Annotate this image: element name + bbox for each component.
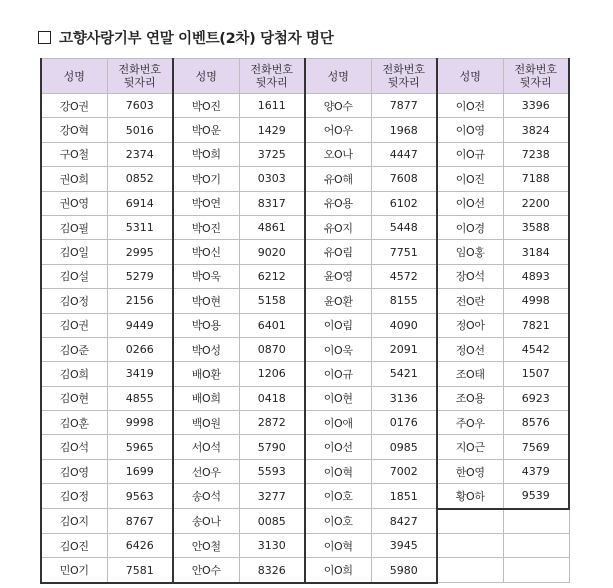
winner-phone: 8317 [239,191,305,215]
empty-cell [437,534,503,558]
winner-phone: 9449 [107,313,173,337]
winner-name: 이O현 [305,386,371,410]
header-phone-line2: 뒷자리 [255,76,288,89]
winner-name: 박O성 [173,337,239,361]
winner-name: 이O선 [305,435,371,459]
winner-phone: 2156 [107,289,173,313]
winner-name: 김O정 [41,289,107,313]
winner-name: 유O림 [305,240,371,264]
winner-name: 이O희 [305,558,371,583]
empty-cell [503,509,569,534]
winner-phone: 3945 [371,534,437,558]
table-row [41,534,569,558]
winner-name: 이O애 [305,411,371,435]
winner-phone: 1699 [107,459,173,483]
winner-phone: 7002 [371,459,437,483]
winner-name: 권O희 [41,167,107,191]
winner-name: 서O석 [173,435,239,459]
winner-phone: 0176 [371,411,437,435]
winner-name: 이O규 [437,142,503,166]
winner-phone: 7603 [107,94,173,118]
winner-phone: 6212 [239,264,305,288]
winner-name: 배O희 [173,386,239,410]
winner-name: 박O연 [173,191,239,215]
winner-name: 이O전 [437,94,503,118]
winner-phone: 7188 [503,167,569,191]
header-phone [239,59,305,94]
winner-phone: 5016 [107,118,173,142]
winner-phone: 7751 [371,240,437,264]
winner-phone: 4893 [503,264,569,288]
winner-name: 김O지 [41,509,107,534]
winner-phone: 9539 [503,484,569,509]
table-row [41,264,569,288]
winner-name: 김O정 [41,484,107,509]
winner-name: 이O진 [437,167,503,191]
winner-phone: 8767 [107,509,173,534]
winner-name: 어O우 [305,118,371,142]
table-row [41,386,569,410]
winner-name: 윤O환 [305,289,371,313]
winner-phone: 1206 [239,362,305,386]
winner-phone: 4090 [371,313,437,337]
winner-name: 유O해 [305,167,371,191]
winner-name: 안O철 [173,534,239,558]
table-row [41,435,569,459]
winner-phone: 1429 [239,118,305,142]
winner-name: 김O훈 [41,411,107,435]
winner-name: 배O환 [173,362,239,386]
header-phone-line2: 뒷자리 [519,76,552,89]
winner-name: 김O준 [41,337,107,361]
empty-cell [437,558,503,583]
winner-name: 박O희 [173,142,239,166]
winner-phone: 0870 [239,337,305,361]
winner-name: 강O권 [41,94,107,118]
winner-name: 권O영 [41,191,107,215]
table-row [41,411,569,435]
winner-phone: 3725 [239,142,305,166]
winner-phone: 2091 [371,337,437,361]
winner-name: 선O우 [173,459,239,483]
winner-phone: 1968 [371,118,437,142]
table-row [41,191,569,215]
winner-name: 이O영 [437,118,503,142]
winner-phone: 0266 [107,337,173,361]
winner-name: 김O현 [41,386,107,410]
header-phone-line1: 전화번호 [514,63,557,76]
winner-phone: 7821 [503,313,569,337]
header-phone [503,59,569,94]
table-row [41,289,569,313]
winner-phone: 6102 [371,191,437,215]
winner-phone: 9998 [107,411,173,435]
winner-name: 이O규 [305,362,371,386]
winner-phone: 9020 [239,240,305,264]
winner-name: 박O신 [173,240,239,264]
winner-phone: 0852 [107,167,173,191]
table-row [41,118,569,142]
winner-phone: 4998 [503,289,569,313]
winner-name: 민O기 [41,558,107,583]
winner-name: 정O선 [437,337,503,361]
winner-phone: 5593 [239,459,305,483]
winner-phone: 5965 [107,435,173,459]
table-row [41,337,569,361]
winner-phone: 3184 [503,240,569,264]
winner-phone: 7877 [371,94,437,118]
checkbox-square-icon [38,31,51,44]
winner-phone: 5980 [371,558,437,583]
winner-name: 오O나 [305,142,371,166]
winner-name: 이O림 [305,313,371,337]
winner-name: 정O아 [437,313,503,337]
page-title [38,27,333,48]
winner-name: 이O욱 [305,337,371,361]
table-row [41,94,569,118]
winner-phone: 1851 [371,484,437,509]
winner-name: 이O선 [437,191,503,215]
winner-phone: 3136 [371,386,437,410]
winner-name: 이O경 [437,215,503,239]
winner-name: 김O희 [41,362,107,386]
winner-phone: 3277 [239,484,305,509]
table-row [41,484,569,509]
header-phone [107,59,173,94]
winner-name: 조O용 [437,386,503,410]
table-body [41,94,569,583]
winner-name: 김O영 [41,459,107,483]
empty-cell [437,509,503,534]
winner-phone: 6914 [107,191,173,215]
winner-phone: 5158 [239,289,305,313]
winner-name: 이O호 [305,484,371,509]
header-name: 성명 [41,59,107,94]
winner-name: 박O진 [173,94,239,118]
winner-phone: 7608 [371,167,437,191]
winner-phone: 7581 [107,558,173,583]
winner-phone: 3130 [239,534,305,558]
winner-name: 한O영 [437,459,503,483]
winner-name: 김O석 [41,435,107,459]
winner-phone: 6426 [107,534,173,558]
winner-phone: 2200 [503,191,569,215]
winner-phone: 8576 [503,411,569,435]
header-name: 성명 [437,59,503,94]
page-title-text: 고향사랑기부 연말 이벤트(2차) 당첨자 명단 [59,31,334,47]
winner-name: 주O우 [437,411,503,435]
winner-name: 강O혁 [41,118,107,142]
header-phone-line1: 전화번호 [118,63,161,76]
winner-phone: 8326 [239,558,305,583]
winner-phone: 1611 [239,94,305,118]
winner-name: 지O근 [437,435,503,459]
table-row [41,215,569,239]
header-phone-line1: 전화번호 [382,63,425,76]
winner-phone: 7238 [503,142,569,166]
winner-name: 조O태 [437,362,503,386]
winner-name: 양O수 [305,94,371,118]
header-phone-line2: 뒷자리 [387,76,420,89]
winner-name: 김O진 [41,534,107,558]
winner-phone: 0085 [239,509,305,534]
table-row [41,558,569,583]
winner-name: 김O일 [41,240,107,264]
winner-phone: 8155 [371,289,437,313]
header-phone-line2: 뒷자리 [123,76,156,89]
winner-name: 이O호 [305,509,371,534]
winner-name: 유O용 [305,191,371,215]
winner-phone: 7569 [503,435,569,459]
empty-cell [503,558,569,583]
header-phone-line1: 전화번호 [250,63,293,76]
winner-phone: 0418 [239,386,305,410]
winner-phone: 4861 [239,215,305,239]
winner-name: 임O홍 [437,240,503,264]
winner-phone: 5448 [371,215,437,239]
winner-phone: 1507 [503,362,569,386]
winner-phone: 0303 [239,167,305,191]
winner-name: 안O수 [173,558,239,583]
winner-phone: 4855 [107,386,173,410]
table-row [41,459,569,483]
winner-name: 김O필 [41,215,107,239]
winner-phone: 5790 [239,435,305,459]
winner-phone: 5421 [371,362,437,386]
winner-name: 송O나 [173,509,239,534]
table-row [41,142,569,166]
winner-phone: 0985 [371,435,437,459]
winner-phone: 8427 [371,509,437,534]
table-row [41,313,569,337]
winner-name: 박O기 [173,167,239,191]
table-row [41,240,569,264]
winner-name: 박O욱 [173,264,239,288]
table-row [41,362,569,386]
winner-name: 전O란 [437,289,503,313]
winner-name: 이O혁 [305,459,371,483]
winner-name: 황O하 [437,484,503,509]
table-row [41,167,569,191]
winner-name: 윤O영 [305,264,371,288]
winner-name: 장O석 [437,264,503,288]
winner-name: 김O권 [41,313,107,337]
winner-name: 이O혁 [305,534,371,558]
winner-phone: 2872 [239,411,305,435]
winner-phone: 3396 [503,94,569,118]
winner-name: 박O현 [173,289,239,313]
winner-phone: 3824 [503,118,569,142]
winners-table [40,58,570,584]
winner-name: 구O철 [41,142,107,166]
winner-name: 유O지 [305,215,371,239]
winner-name: 박O용 [173,313,239,337]
winner-phone: 5311 [107,215,173,239]
header-row [41,59,569,94]
winner-phone: 2995 [107,240,173,264]
winner-name: 박O진 [173,215,239,239]
winner-phone: 2374 [107,142,173,166]
winner-phone: 9563 [107,484,173,509]
winner-phone: 3588 [503,215,569,239]
empty-cell [503,534,569,558]
winner-phone: 4572 [371,264,437,288]
header-name: 성명 [305,59,371,94]
winner-name: 백O원 [173,411,239,435]
winner-phone: 6401 [239,313,305,337]
winner-name: 박O운 [173,118,239,142]
winner-phone: 3419 [107,362,173,386]
winner-phone: 5279 [107,264,173,288]
header-phone [371,59,437,94]
winner-name: 송O석 [173,484,239,509]
winner-phone: 6923 [503,386,569,410]
winner-phone: 4542 [503,337,569,361]
winner-phone: 4379 [503,459,569,483]
header-name: 성명 [173,59,239,94]
winner-name: 김O설 [41,264,107,288]
winner-phone: 4447 [371,142,437,166]
table-row [41,509,569,534]
